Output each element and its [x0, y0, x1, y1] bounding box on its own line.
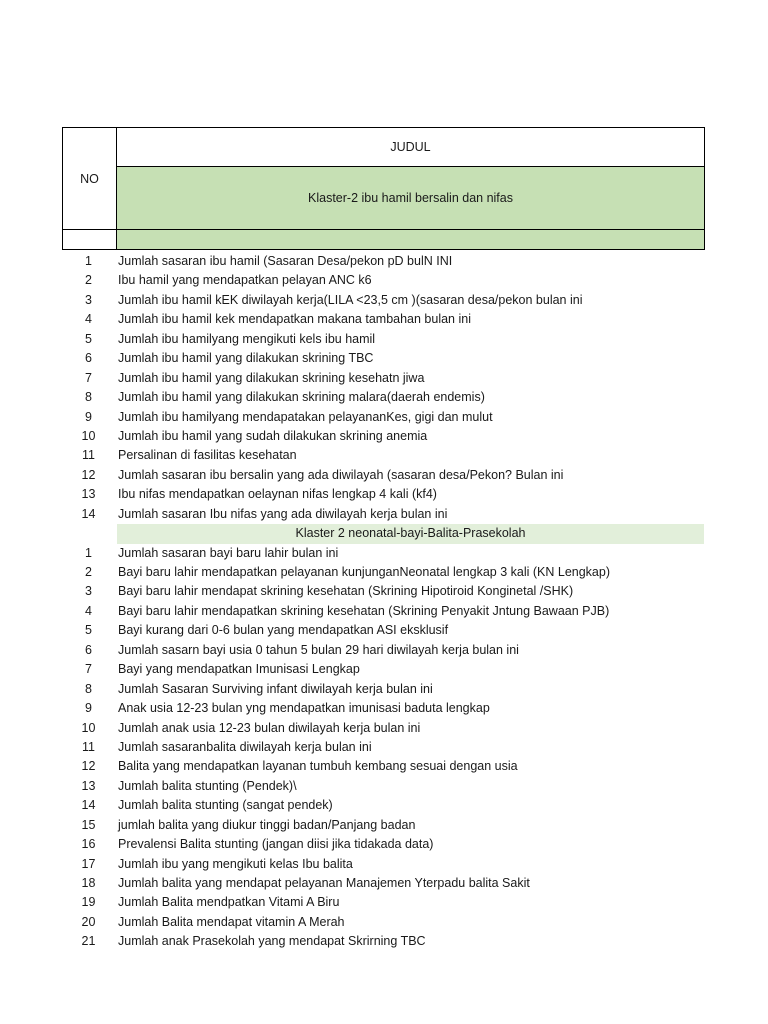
row-number: 2 — [85, 565, 92, 579]
row-text: Jumlah sasaran Ibu nifas yang ada diwilayah kerja bulan ini — [118, 506, 448, 521]
list-item — [62, 757, 705, 776]
section-1-list — [62, 252, 705, 524]
row-number: 7 — [85, 370, 92, 385]
row-number: 8 — [85, 681, 92, 696]
row-text: Jumlah sasaran ibu bersalin yang ada diwilayah (sasaran desa/Pekon? Bulan ini — [118, 467, 564, 482]
list-item — [62, 816, 705, 835]
blank-no-cell — [63, 230, 117, 250]
list-item — [62, 349, 705, 368]
list-item — [62, 291, 705, 310]
row-text: Jumlah balita yang mendapat pelayanan Manajemen Yterpadu balita Sakit — [118, 876, 530, 890]
row-text: Bayi baru lahir mendapatkan skrining kesehatan (Skrining Penyakit Jntung Bawaan PJB) — [118, 603, 610, 618]
row-text: Anak usia 12-23 bulan yng mendapatkan imunisasi baduta lengkap — [118, 701, 490, 716]
row-text: Jumlah balita stunting (Pendek)\ — [118, 778, 297, 793]
row-text: Bayi kurang dari 0-6 bulan yang mendapatkan ASI eksklusif — [118, 623, 449, 638]
list-item — [62, 252, 705, 271]
row-number: 5 — [85, 331, 92, 346]
row-number: 6 — [85, 642, 92, 657]
list-item — [62, 680, 705, 699]
row-number: 11 — [82, 739, 95, 754]
judul-header: JUDUL — [117, 128, 705, 167]
list-item — [62, 563, 705, 582]
list-item — [62, 660, 705, 679]
row-number: 9 — [85, 409, 92, 424]
list-item — [62, 932, 705, 951]
row-number: 14 — [81, 798, 96, 813]
list-item — [62, 641, 705, 660]
row-number: 13 — [81, 778, 96, 793]
row-text: Jumlah anak Prasekolah yang mendapat Skrirning TBC — [118, 934, 426, 949]
row-text: Jumlah ibu hamilyang mengikuti kels ibu hamil — [118, 331, 376, 346]
no-header: NO — [63, 128, 117, 230]
row-text: Prevalensi Balita stunting (jangan diisi jika tidakada data) — [118, 837, 434, 852]
row-number: 5 — [85, 623, 92, 638]
row-text: Balita yang mendapatkan layanan tumbuh kembang sesuai dengan usia — [118, 759, 518, 774]
header-table — [62, 127, 705, 250]
row-number: 8 — [85, 390, 92, 405]
row-text: Bayi yang mendapatkan Imunisasi Lengkap — [118, 662, 360, 677]
list-item — [62, 446, 705, 465]
section-2-title: Klaster 2 neonatal-bayi-Balita-Prasekolah — [117, 524, 704, 543]
row-number: 7 — [85, 662, 92, 677]
row-number: 16 — [81, 837, 96, 852]
row-number: 11 — [82, 448, 95, 463]
row-number: 1 — [85, 545, 92, 560]
row-text: Ibu hamil yang mendapatkan pelayan ANC k6 — [118, 273, 372, 288]
list-item — [62, 427, 705, 446]
row-number: 3 — [85, 292, 92, 307]
row-text: Jumlah anak usia 12-23 bulan diwilayah kerja bulan ini — [118, 720, 421, 735]
row-text: Jumlah Balita mendapat vitamin A Merah — [118, 914, 345, 929]
list-item — [62, 388, 705, 407]
section-2-list — [62, 544, 705, 952]
indicator-list — [62, 252, 705, 952]
row-text: Jumlah sasaran bayi baru lahir bulan ini — [118, 545, 339, 560]
list-item — [62, 719, 705, 738]
row-text: Bayi baru lahir mendapat skrining kesehatan (Skrining Hipotiroid Konginetal /SHK) — [118, 584, 574, 599]
row-number: 20 — [81, 914, 96, 929]
row-number: 13 — [81, 487, 96, 502]
row-text: Jumlah balita stunting (sangat pendek) — [118, 798, 333, 813]
row-text: Jumlah ibu hamil yang sudah dilakukan skrining anemia — [118, 428, 428, 443]
list-item — [62, 505, 705, 524]
row-text: Jumlah ibu yang mengikuti kelas Ibu balita — [118, 856, 353, 871]
row-text: Jumlah ibu hamil yang dilakukan skrining TBC — [118, 351, 374, 366]
row-number: 4 — [85, 603, 92, 618]
row-number: 3 — [85, 584, 92, 599]
row-text: Jumlah sasaranbalita diwilayah kerja bulan ini — [118, 739, 372, 754]
row-number: 10 — [81, 428, 96, 443]
row-text: Jumlah ibu hamil yang dilakukan skrining malara(daerah endemis) — [118, 390, 485, 405]
row-text: jumlah balita yang diukur tinggi badan/Panjang badan — [118, 817, 416, 832]
list-item — [62, 582, 705, 601]
list-item — [62, 699, 705, 718]
row-text: Jumlah ibu hamil kek mendapatkan makana tambahan bulan ini — [118, 312, 471, 327]
list-item — [62, 796, 705, 815]
row-text: Jumlah ibu hamil kEK diwilayah kerja(LILA <23,5 cm )(sasaran desa/pekon bulan ini — [118, 292, 583, 307]
row-text: Jumlah ibu hamilyang mendapatakan pelayananKes, gigi dan mulut — [118, 409, 493, 424]
row-text: Ibu nifas mendapatkan oelaynan nifas lengkap 4 kali (kf4) — [118, 487, 437, 502]
row-number: 14 — [81, 506, 96, 521]
row-number: 10 — [81, 720, 96, 735]
list-item — [62, 738, 705, 757]
row-number: 19 — [81, 895, 96, 910]
row-number: 12 — [81, 467, 96, 482]
row-text: Jumlah sasarn bayi usia 0 tahun 5 bulan 29 hari diwilayah kerja bulan ini — [118, 642, 519, 657]
list-item — [62, 602, 705, 621]
row-number: 4 — [85, 312, 92, 327]
row-number: 1 — [85, 254, 92, 268]
row-text: Bayi baru lahir mendapatkan pelayanan kunjunganNeonatal lengkap 3 kali (KN Lengkap) — [118, 565, 610, 579]
row-number: 2 — [85, 273, 92, 288]
list-item — [62, 621, 705, 640]
list-item — [62, 466, 705, 485]
row-number: 21 — [81, 934, 96, 949]
list-item — [62, 485, 705, 504]
blank-title-cell — [117, 230, 705, 250]
list-item — [62, 408, 705, 427]
list-item — [62, 369, 705, 388]
row-text: Jumlah sasaran ibu hamil (Sasaran Desa/pekon pD bulN INI — [118, 254, 453, 268]
list-item — [62, 330, 705, 349]
list-item — [62, 855, 705, 874]
row-text: Jumlah Balita mendpatkan Vitami A Biru — [118, 895, 340, 910]
list-item — [62, 310, 705, 329]
row-number: 17 — [81, 856, 96, 871]
row-text: Jumlah ibu hamil yang dilakukan skrining kesehatn jiwa — [118, 370, 425, 385]
list-item — [62, 777, 705, 796]
list-item — [62, 271, 705, 290]
row-text: Persalinan di fasilitas kesehatan — [118, 448, 297, 463]
list-item — [62, 913, 705, 932]
list-item — [62, 874, 705, 893]
list-item — [62, 893, 705, 912]
list-item — [62, 544, 705, 563]
row-text: Jumlah Sasaran Surviving infant diwilayah kerja bulan ini — [118, 681, 433, 696]
row-number: 6 — [85, 351, 92, 366]
list-item — [62, 835, 705, 854]
row-number: 9 — [85, 701, 92, 716]
row-number: 18 — [81, 876, 96, 890]
row-number: 12 — [81, 759, 96, 774]
row-number: 15 — [81, 817, 96, 832]
klaster-title: Klaster-2 ibu hamil bersalin dan nifas — [117, 167, 705, 230]
